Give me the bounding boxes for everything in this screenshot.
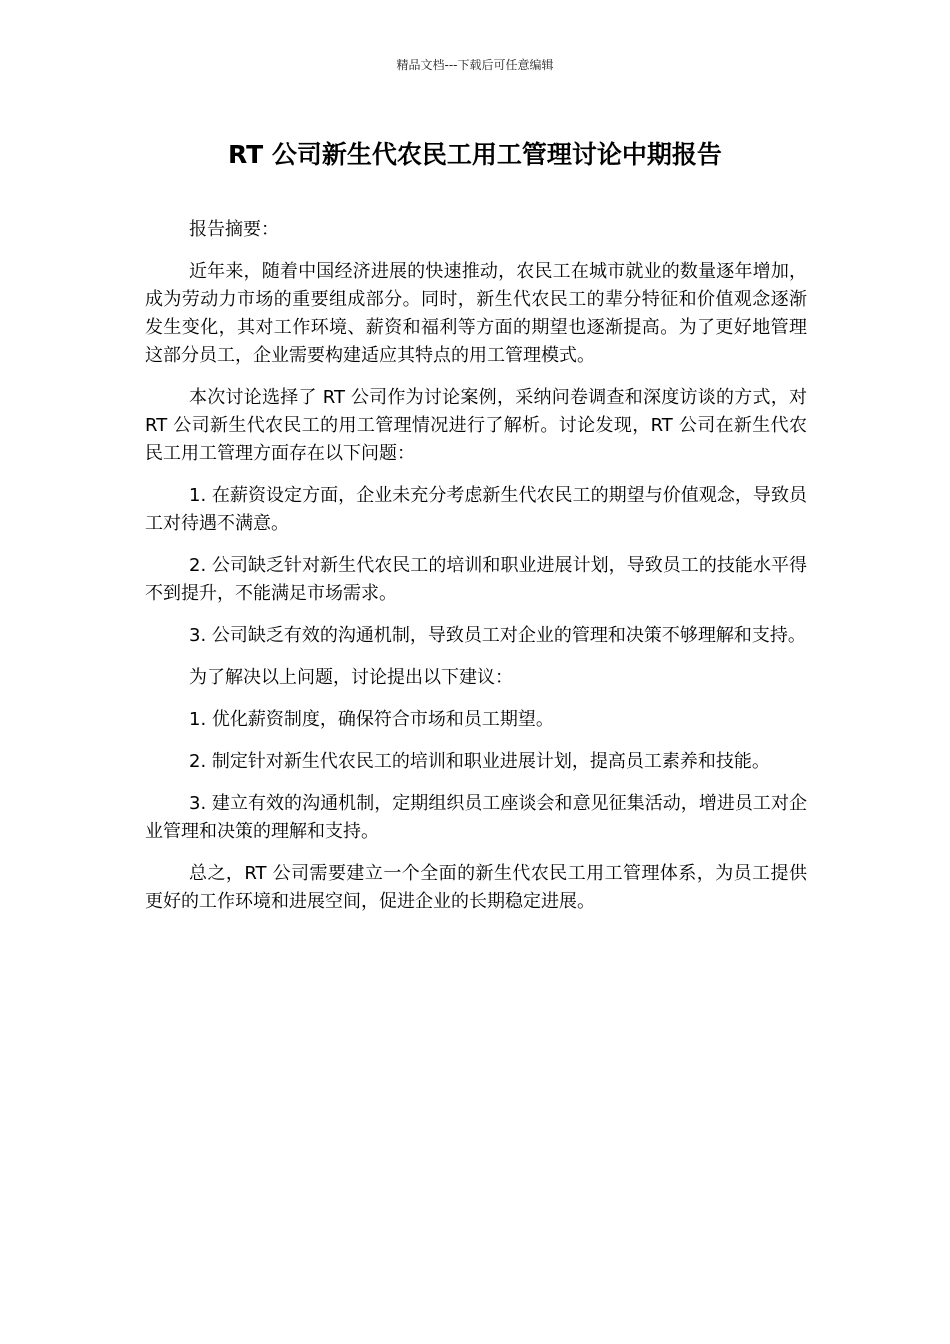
document-body bbox=[145, 216, 807, 930]
paragraph-research-method: 本次讨论选择了 RT 公司作为讨论案例，采纳问卷调查和深度访谈的方式，对 RT 公司新生代农民工的用工管理情况进行了解析。讨论发现，RT 公司在新生代农民工用工管理方面存在以下问题： bbox=[145, 387, 807, 464]
paragraph-abstract-heading: 报告摘要： bbox=[189, 219, 279, 240]
paragraph-problem-1: 1. 在薪资设定方面，企业未充分考虑新生代农民工的期望与价值观念，导致员工对待遇不满意。 bbox=[145, 485, 807, 534]
paragraph-suggestion-1: 1. 优化薪资制度，确保符合市场和员工期望。 bbox=[189, 709, 554, 730]
paragraph-background: 近年来，随着中国经济进展的快速推动，农民工在城市就业的数量逐年增加，成为劳动力市场的重要组成部分。同时，新生代农民工的辈分特征和价值观念逐渐发生变化，其对工作环境、薪资和福利等方面的期望也逐渐提高。为了更好地管理这部分员工，企业需要构建适应其特点的用工管理模式。 bbox=[145, 261, 807, 366]
paragraph-problem-2: 2. 公司缺乏针对新生代农民工的培训和职业进展计划，导致员工的技能水平得不到提升，不能满足市场需求。 bbox=[145, 555, 807, 604]
paragraph-suggestions-intro: 为了解决以上问题，讨论提出以下建议： bbox=[189, 667, 513, 688]
paragraph-suggestion-2: 2. 制定针对新生代农民工的培训和职业进展计划，提高员工素养和技能。 bbox=[189, 751, 770, 772]
paragraph-problem-3: 3. 公司缺乏有效的沟通机制，导致员工对企业的管理和决策不够理解和支持。 bbox=[189, 625, 806, 646]
page-header: 精品文档---下载后可任意编辑 bbox=[396, 58, 554, 72]
document-title: RT 公司新生代农民工用工管理讨论中期报告 bbox=[228, 140, 722, 169]
paragraph-suggestion-3: 3. 建立有效的沟通机制，定期组织员工座谈会和意见征集活动，增进员工对企业管理和决策的理解和支持。 bbox=[145, 793, 807, 842]
paragraph-conclusion: 总之，RT 公司需要建立一个全面的新生代农民工用工管理体系，为员工提供更好的工作环境和进展空间，促进企业的长期稳定进展。 bbox=[145, 863, 807, 912]
